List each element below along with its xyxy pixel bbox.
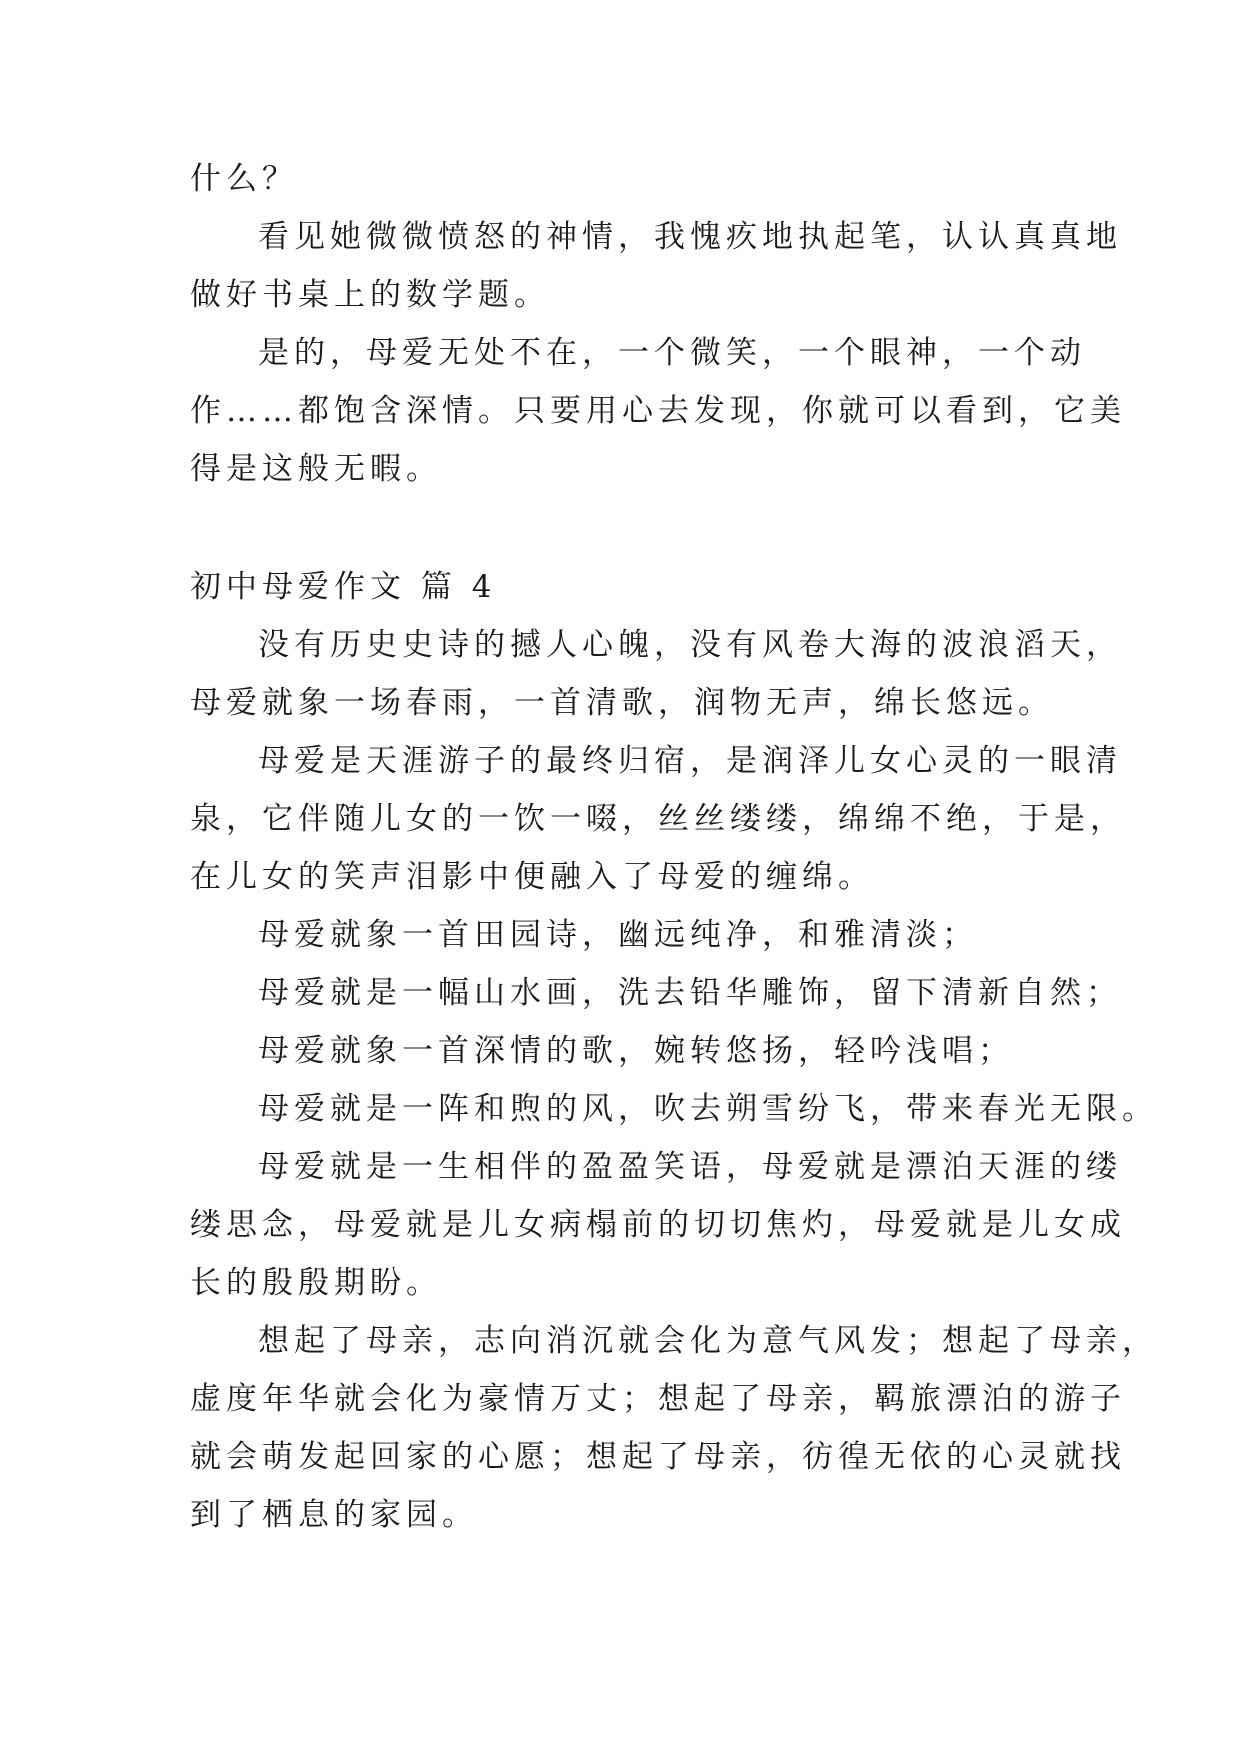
section-heading: 初中母爱作文 篇 4 xyxy=(190,569,497,605)
paragraph-line: 是的，母爱无处不在，一个微笑，一个眼神，一个动 xyxy=(258,335,1086,371)
paragraph-line: 得是这般无暇。 xyxy=(190,451,442,487)
paragraph-line: 母爱就象一首田园诗，幽远纯净，和雅清淡； xyxy=(258,917,978,953)
paragraph xyxy=(190,1138,1126,1312)
paragraph xyxy=(190,732,1126,906)
paragraph-line: 母爱就是一阵和煦的风，吹去朔雪纷飞，带来春光无限。 xyxy=(258,1091,1158,1127)
paragraph-line: 虚度年华就会化为豪情万丈；想起了母亲，羁旅漂泊的游子 xyxy=(190,1381,1126,1417)
document-page xyxy=(190,150,1158,1544)
intro-fragment: 什么？ xyxy=(190,161,298,197)
paragraph-line: 到了栖息的家园。 xyxy=(190,1497,478,1533)
paragraph xyxy=(190,964,1122,1022)
section-spacer xyxy=(190,498,1060,558)
paragraph-line: 母爱是天涯游子的最终归宿，是润泽儿女心灵的一眼清 xyxy=(258,743,1122,779)
paragraph-line: 缕思念，母爱就是儿女病榻前的切切焦灼，母爱就是儿女成 xyxy=(190,1207,1126,1243)
paragraph-line: 作……都饱含深情。只要用心去发现，你就可以看到，它美 xyxy=(190,393,1126,429)
paragraph xyxy=(190,906,1060,964)
paragraph xyxy=(190,208,1122,324)
paragraph xyxy=(190,616,1122,732)
paragraph-line: 母爱就象一场春雨，一首清歌，润物无声，绵长悠远。 xyxy=(190,685,1054,721)
paragraph-line: 母爱就象一首深情的歌，婉转悠扬，轻吟浅唱； xyxy=(258,1033,1014,1069)
paragraph xyxy=(190,1312,1158,1544)
paragraph-line: 想起了母亲，志向消沉就会化为意气风发；想起了母亲， xyxy=(258,1323,1158,1359)
paragraph-line: 母爱就是一生相伴的盈盈笑语，母爱就是漂泊天涯的缕 xyxy=(258,1149,1122,1185)
paragraph xyxy=(190,324,1126,498)
paragraph-line: 在儿女的笑声泪影中便融入了母爱的缠绵。 xyxy=(190,859,874,895)
paragraph-line: 没有历史史诗的撼人心魄，没有风卷大海的波浪滔天， xyxy=(258,627,1122,663)
paragraph-line: 母爱就是一幅山水画，洗去铅华雕饰，留下清新自然； xyxy=(258,975,1122,1011)
paragraph-line: 做好书桌上的数学题。 xyxy=(190,277,550,313)
paragraph xyxy=(190,1080,1158,1138)
paragraph-line: 看见她微微愤怒的神情，我愧疚地执起笔，认认真真地 xyxy=(258,219,1122,255)
paragraph-line: 就会萌发起回家的心愿；想起了母亲，彷徨无依的心灵就找 xyxy=(190,1439,1126,1475)
paragraph-line: 泉，它伴随儿女的一饮一啜，丝丝缕缕，绵绵不绝，于是， xyxy=(190,801,1126,837)
paragraph xyxy=(190,1022,1060,1080)
paragraph-line: 长的殷殷期盼。 xyxy=(190,1265,442,1301)
